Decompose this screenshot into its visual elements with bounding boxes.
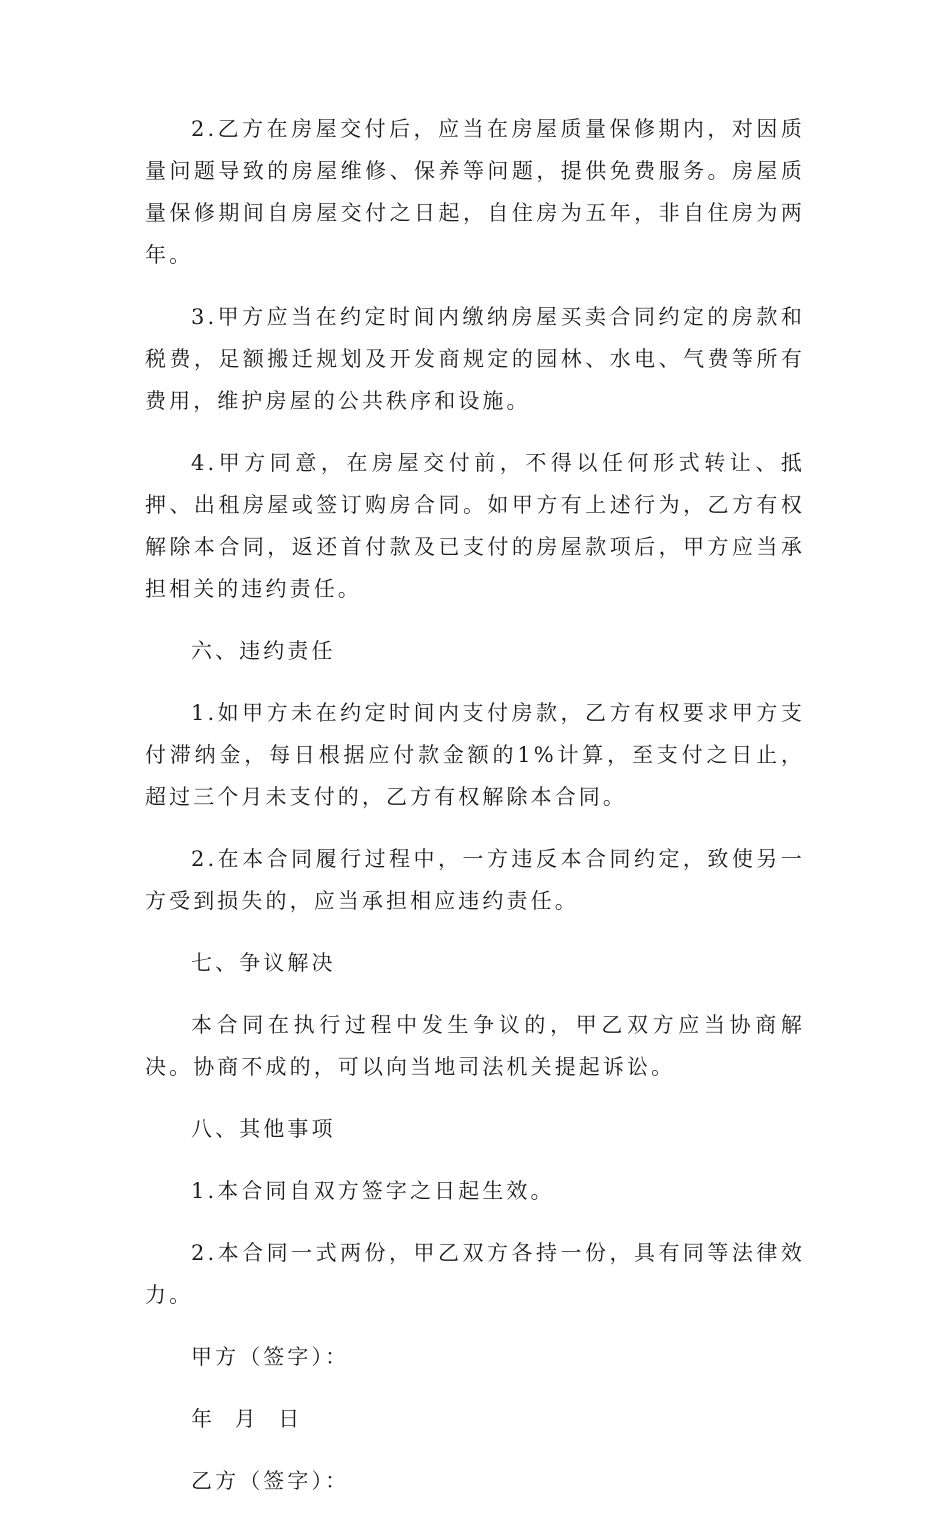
document-body [145, 108, 805, 1522]
clause-6-1: 1.如甲方未在约定时间内支付房款，乙方有权要求甲方支付滞纳金，每日根据应付款金额的1%计算，至支付之日止，超过三个月未支付的，乙方有权解除本合同。 [145, 701, 805, 809]
clause-6-2: 2.在本合同履行过程中，一方违反本合同约定，致使另一方受到损失的，应当承担相应违约责任。 [145, 847, 805, 913]
clause-8-2: 2.本合同一式两份，甲乙双方各持一份，具有同等法律效力。 [145, 1241, 805, 1307]
date-label: 年 月 日 [191, 1407, 303, 1431]
party-b-signature-label: 乙方（签字）： [191, 1469, 350, 1493]
clause-7-body: 本合同在执行过程中发生争议的，甲乙双方应当协商解决。协商不成的，可以向当地司法机关提起诉讼。 [145, 1013, 805, 1079]
clause-5-2: 2.乙方在房屋交付后，应当在房屋质量保修期内，对因质量问题导致的房屋维修、保养等问题，提供免费服务。房屋质量保修期间自房屋交付之日起，自住房为五年，非自住房为两年。 [145, 117, 805, 267]
section-8-heading: 八、其他事项 [191, 1117, 336, 1141]
section-7-heading: 七、争议解决 [191, 951, 336, 975]
party-a-signature-label: 甲方（签字）： [191, 1345, 350, 1369]
clause-5-3: 3.甲方应当在约定时间内缴纳房屋买卖合同约定的房款和税费，足额搬迁规划及开发商规定的园林、水电、气费等所有费用，维护房屋的公共秩序和设施。 [145, 305, 805, 413]
clause-5-4: 4.甲方同意，在房屋交付前，不得以任何形式转让、抵押、出租房屋或签订购房合同。如甲方有上述行为，乙方有权解除本合同，返还首付款及已支付的房屋款项后，甲方应当承担相关的违约责任。 [145, 451, 805, 601]
section-6-heading: 六、违约责任 [191, 639, 336, 663]
clause-8-1: 1.本合同自双方签字之日起生效。 [191, 1179, 555, 1203]
